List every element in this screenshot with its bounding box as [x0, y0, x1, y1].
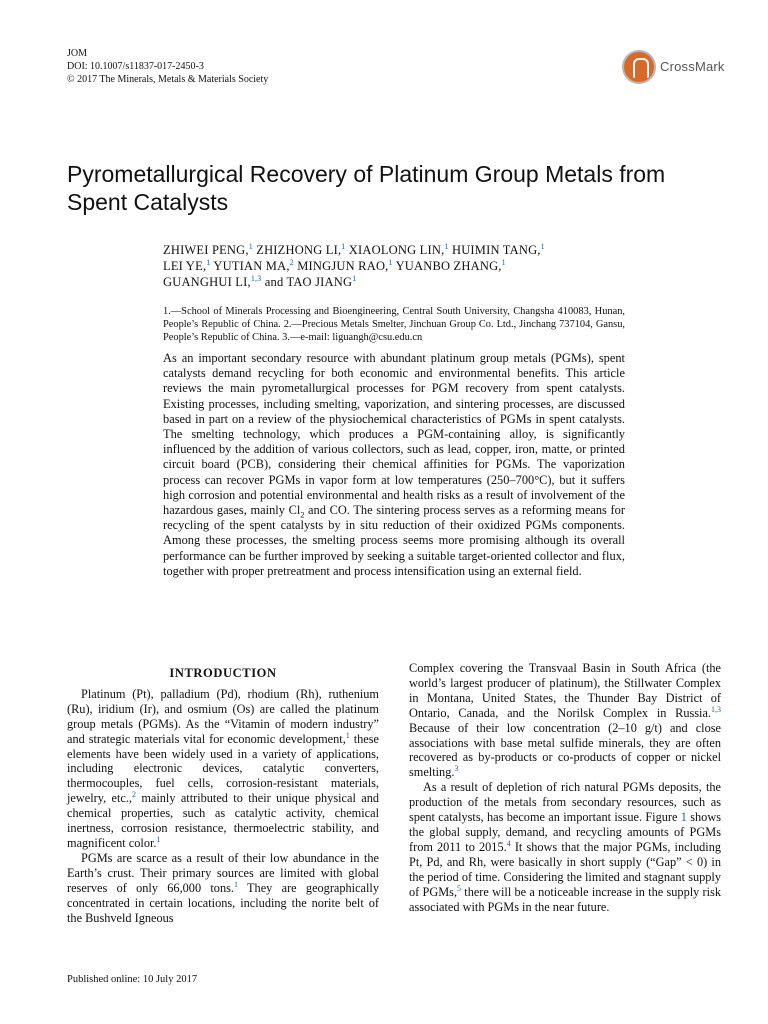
- article-title: Pyrometallurgical Recovery of Platinum Group Metals from Spent Catalysts: [67, 161, 666, 215]
- citation[interactable]: 1: [233, 879, 238, 889]
- citation[interactable]: 5: [457, 883, 462, 893]
- citation[interactable]: 1,3: [711, 704, 721, 714]
- paragraph: Complex covering the Transvaal Basin in South Africa (the world’s largest producer of platinum), the Stillwater Complex in Montana, United States, the Thunder Bay District of Ontario, Canada, and the Norilsk Complex in Russia.$^{1,3}$ Because of their low concentration (2–10 g/t) and close associations with base metal sulfide minerals, they are often recovered as by-products or co-products of copper or nickel smelting.$^3$: [409, 661, 721, 780]
- crossmark-badge[interactable]: [622, 50, 732, 86]
- citation[interactable]: 4: [506, 838, 511, 848]
- section-heading-introduction: INTRODUCTION: [169, 666, 277, 680]
- paragraph: As a result of depletion of rich natural PGMs deposits, the production of the metals from secondary resources, such as spent catalysts, has become an important issue. Figure 1 shows the global supply, demand, and recycling amounts of PGMs from 2011 to 2015.$^4$ It shows that the major PGMs, including Pt, Pd, and Rh, were basically in short supply (“Gap” < 0) in the period of time. Considering the limited and stagnant supply of PGMs,$^5$ there will be a noticeable increase in the supply risk associated with PGMs in the near future.: [409, 780, 722, 914]
- copyright: © 2017 The Minerals, Metals & Materials Society: [67, 74, 269, 85]
- right-column: [409, 661, 721, 914]
- author-list: ZHIWEI PENG,$^1$ ZHIZHONG LI,$^1$ XIAOLONG LIN,$^1$ HUIMIN TANG,$^1$ LEI YE,$^1$ YUTIAN MA,$^2$ MINGJUN RAO,$^1$ YUANBO ZHANG,$^1$ GUANGHUI LI,$^{1,3}$ and TAO JIANG$^1$: [163, 241, 545, 289]
- publication-date: Published online: 10 July 2017: [67, 974, 198, 985]
- figure-link[interactable]: 1: [680, 810, 687, 825]
- abstract: As an important secondary resource with abundant platinum group metals (PGMs), spent catalysts demand recycling for both economic and environmental benefits. This article reviews the main pyrometallurgical processes for PGM recovery from spent catalysts. Existing processes, including smelting, vaporization, and sintering processes, are discussed based in part on a review of the physiochemical characteristics of PGMs in spent catalysts. The smelting technology, which produces a PGM-containing alloy, is significantly influenced by the addition of various collectors, such as lead, copper, iron, matte, or printed circuit board (PCB), considering their chemical affinities for PGMs. The vaporization process can recover PGMs in vapor form at low temperatures (250–700°C), but it suffers high corrosion and potential environmental and health risks as a result of involvement of the hazardous gases, mainly $Cl_2$ and CO. The sintering process serves as a reforming means for recycling of the spent catalysts by in situ reduction of their oxidized PGMs components. Among these processes, the smelting process seems more promising although its overall performance can be further improved by seeking a suitable target-oriented collector and flux, together with proper pretreatment and process intensification using an external field.: [163, 351, 625, 578]
- crossmark-label: CrossMark: [660, 59, 725, 74]
- affiliations: 1.—School of Minerals Processing and Bioengineering, Central South University, Changsha 410083, Hunan, People’s Republic of China. 2.—Precious Metals Smelter, Jinchuan Group Co. Ltd., Jinchang 737104, Gansu, People’s Republic of China. 3.—e-mail: liguangh@csu.edu.cn: [163, 306, 625, 343]
- crossmark-icon: [622, 50, 656, 84]
- article-meta: [67, 47, 268, 86]
- paragraph: PGMs are scarce as a result of their low abundance in the Earth’s crust. Their primary sources are limited with global reserves of only 66,000 tons.$^1$ They are geographically concentrated in certain locations, including the norite belt of the Bushveld Igneous: [67, 850, 379, 925]
- doi: DOI: 10.1007/s11837-017-2450-3: [67, 61, 204, 72]
- citation[interactable]: 1: [345, 730, 350, 740]
- paragraph: Platinum (Pt), palladium (Pd), rhodium (Rh), ruthenium (Ru), iridium (Ir), and osmium (Os) are called the platinum group metals (PGMs). As the “Vitamin of modern industry” and strategic materials vital for economic development,$^1$ these elements have been widely used in a variety of applications, including electronic devices, catalytic converters, thermocouples, fuel cells, corrosion-resistant materials, jewelry, etc.,$^2$ mainly attributed to their unique physical and chemical properties, such as catalytic activity, chemical inertness, corrosion resistance, thermoelectric stability, and magnificent color.$^1$: [67, 686, 379, 850]
- journal-name: JOM: [67, 48, 88, 59]
- citation[interactable]: 1: [156, 834, 161, 844]
- citation[interactable]: 2: [131, 790, 136, 800]
- citation[interactable]: 3: [454, 764, 459, 774]
- left-column: [67, 666, 379, 925]
